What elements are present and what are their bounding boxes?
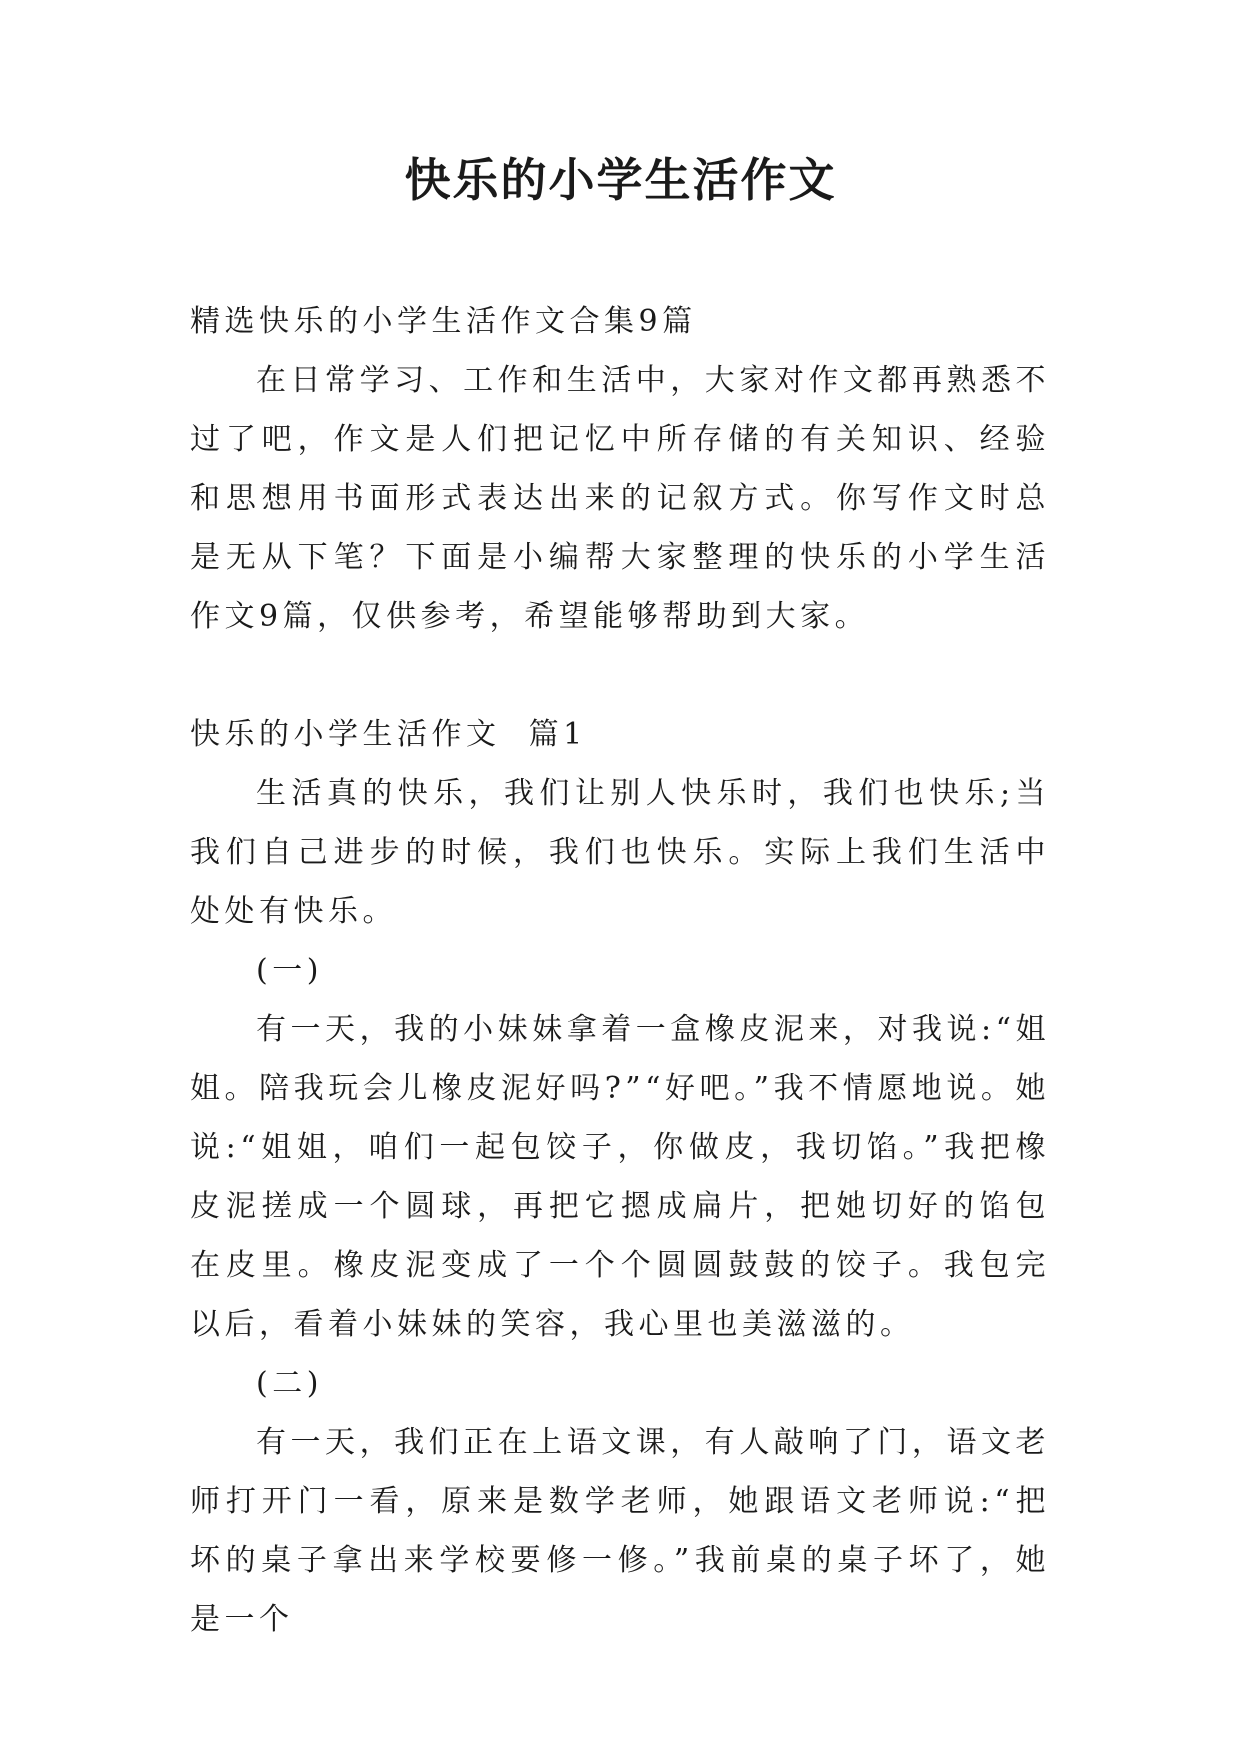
section-paragraph: 有一天，我的小妹妹拿着一盒橡皮泥来，对我说:“姐姐。陪我玩会儿橡皮泥好吗?”“好吧。”我不情愿地说。她说:“姐姐，咱们一起包饺子，你做皮，我切馅。”我把橡皮泥搓成一个圆球，再把它摁成扁片，把她切好的馅包在皮里。橡皮泥变成了一个个圆圆鼓鼓的饺子。我包完以后，看着小妹妹的笑容，我心里也美滋滋的。: [190, 1012, 1050, 1342]
intro-paragraph: 在日常学习、工作和生活中，大家对作文都再熟悉不过了吧，作文是人们把记忆中所存储的有关知识、经验和思想用书面形式表达出来的记叙方式。你写作文时总是无从下笔？下面是小编帮大家整理的快乐的小学生活作文9篇，仅供参考，希望能够帮助到大家。: [190, 363, 1050, 634]
section-heading: 快乐的小学生活作文 篇1: [190, 717, 587, 752]
section-paragraph: 有一天，我们正在上语文课，有人敲响了门，语文老师打开门一看，原来是数学老师，她跟语文老师说:“把坏的桌子拿出来学校要修一修。”我前桌的桌子坏了，她是一个: [190, 1425, 1050, 1637]
document-title: 快乐的小学生活作文: [404, 153, 837, 207]
section-spacer: [190, 646, 1050, 705]
section-paragraph: 生活真的快乐，我们让别人快乐时，我们也快乐;当我们自己进步的时候，我们也快乐。实际上我们生活中处处有快乐。: [190, 776, 1050, 929]
part-label: (一): [256, 953, 323, 988]
document-body: [190, 292, 1050, 1649]
part-label: (二): [256, 1366, 323, 1401]
collection-heading: 精选快乐的小学生活作文合集9篇: [190, 304, 697, 339]
